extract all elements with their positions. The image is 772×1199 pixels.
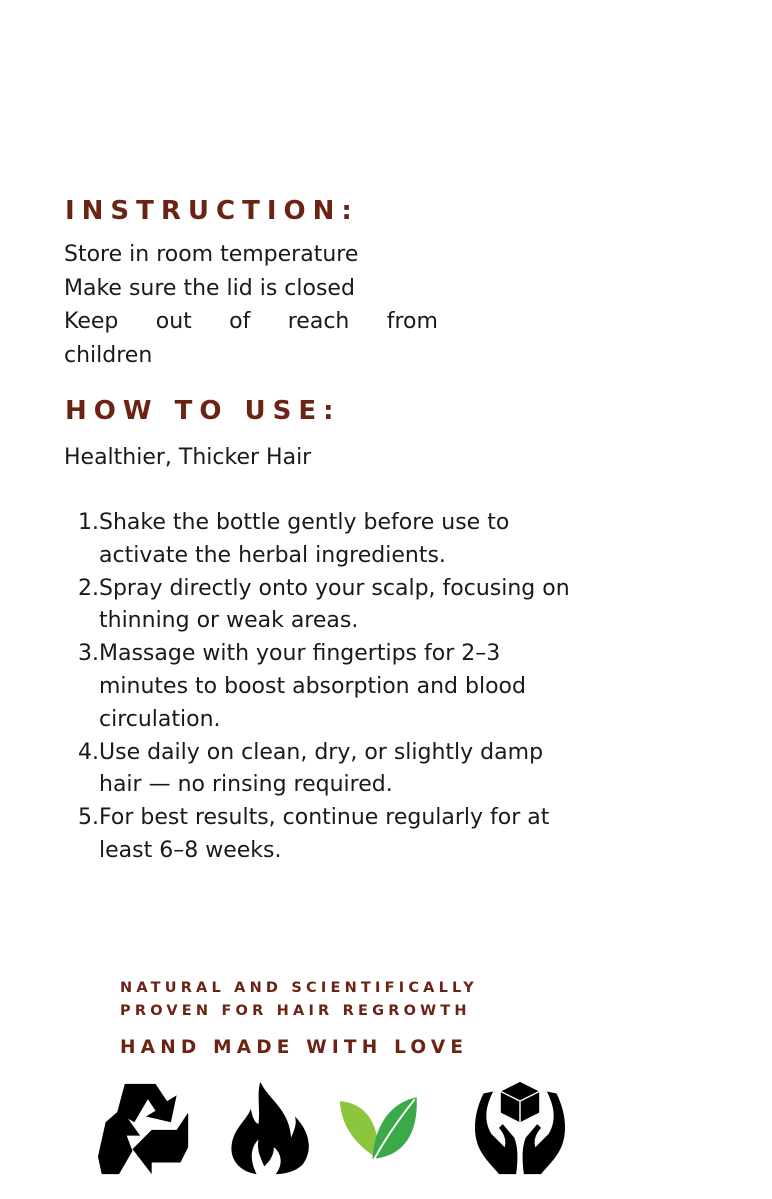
step-number: 3. — [78, 641, 99, 667]
step-text: Shake the bottle gently before use to activate the herbal ingredients. — [99, 510, 510, 568]
steps-list — [64, 507, 574, 868]
step-number: 4. — [78, 739, 99, 765]
instruction-line: Store in room temperature — [64, 242, 359, 267]
how-to-use-subtitle: Healthier, Thicker Hair — [64, 445, 312, 470]
step-item — [64, 638, 574, 736]
step-item — [64, 507, 574, 573]
hands-box-icon — [472, 1080, 568, 1176]
word: from — [386, 309, 438, 334]
word: Keep — [64, 309, 119, 334]
how-to-use-heading: HOW TO USE: — [65, 396, 341, 426]
word: of — [229, 309, 251, 334]
flame-icon — [222, 1080, 318, 1176]
step-item — [64, 802, 574, 868]
word: out — [155, 309, 192, 334]
recycle-icon — [96, 1080, 192, 1176]
step-item — [64, 573, 574, 639]
step-item — [64, 737, 574, 803]
step-text: For best results, continue regularly for at least 6–8 weeks. — [99, 805, 550, 863]
step-number: 1. — [78, 510, 99, 535]
step-text: Spray directly onto your scalp, focusing on thinning or weak areas. — [99, 575, 570, 634]
step-text: Use daily on clean, dry, or slightly damp hair — no rinsing required. — [99, 739, 544, 798]
step-number: 2. — [78, 575, 99, 601]
tagline-line: PROVEN FOR HAIR REGROWTH — [120, 1003, 471, 1019]
tagline-handmade: HAND MADE WITH LOVE — [120, 1037, 469, 1058]
instruction-line: children — [64, 342, 153, 368]
leaf-icon — [336, 1080, 432, 1176]
step-number: 5. — [78, 805, 99, 831]
tagline-natural — [120, 977, 478, 1023]
instruction-heading: INSTRUCTION: — [65, 196, 359, 226]
instruction-line — [64, 305, 438, 339]
instruction-line: Make sure the lid is closed — [64, 275, 355, 301]
tagline-line: NATURAL AND SCIENTIFICALLY — [120, 980, 478, 996]
instruction-text — [64, 238, 438, 372]
step-text: Massage with your fingertips for 2–3 minutes to boost absorption and blood circulation. — [99, 641, 526, 732]
word: reach — [287, 309, 350, 334]
